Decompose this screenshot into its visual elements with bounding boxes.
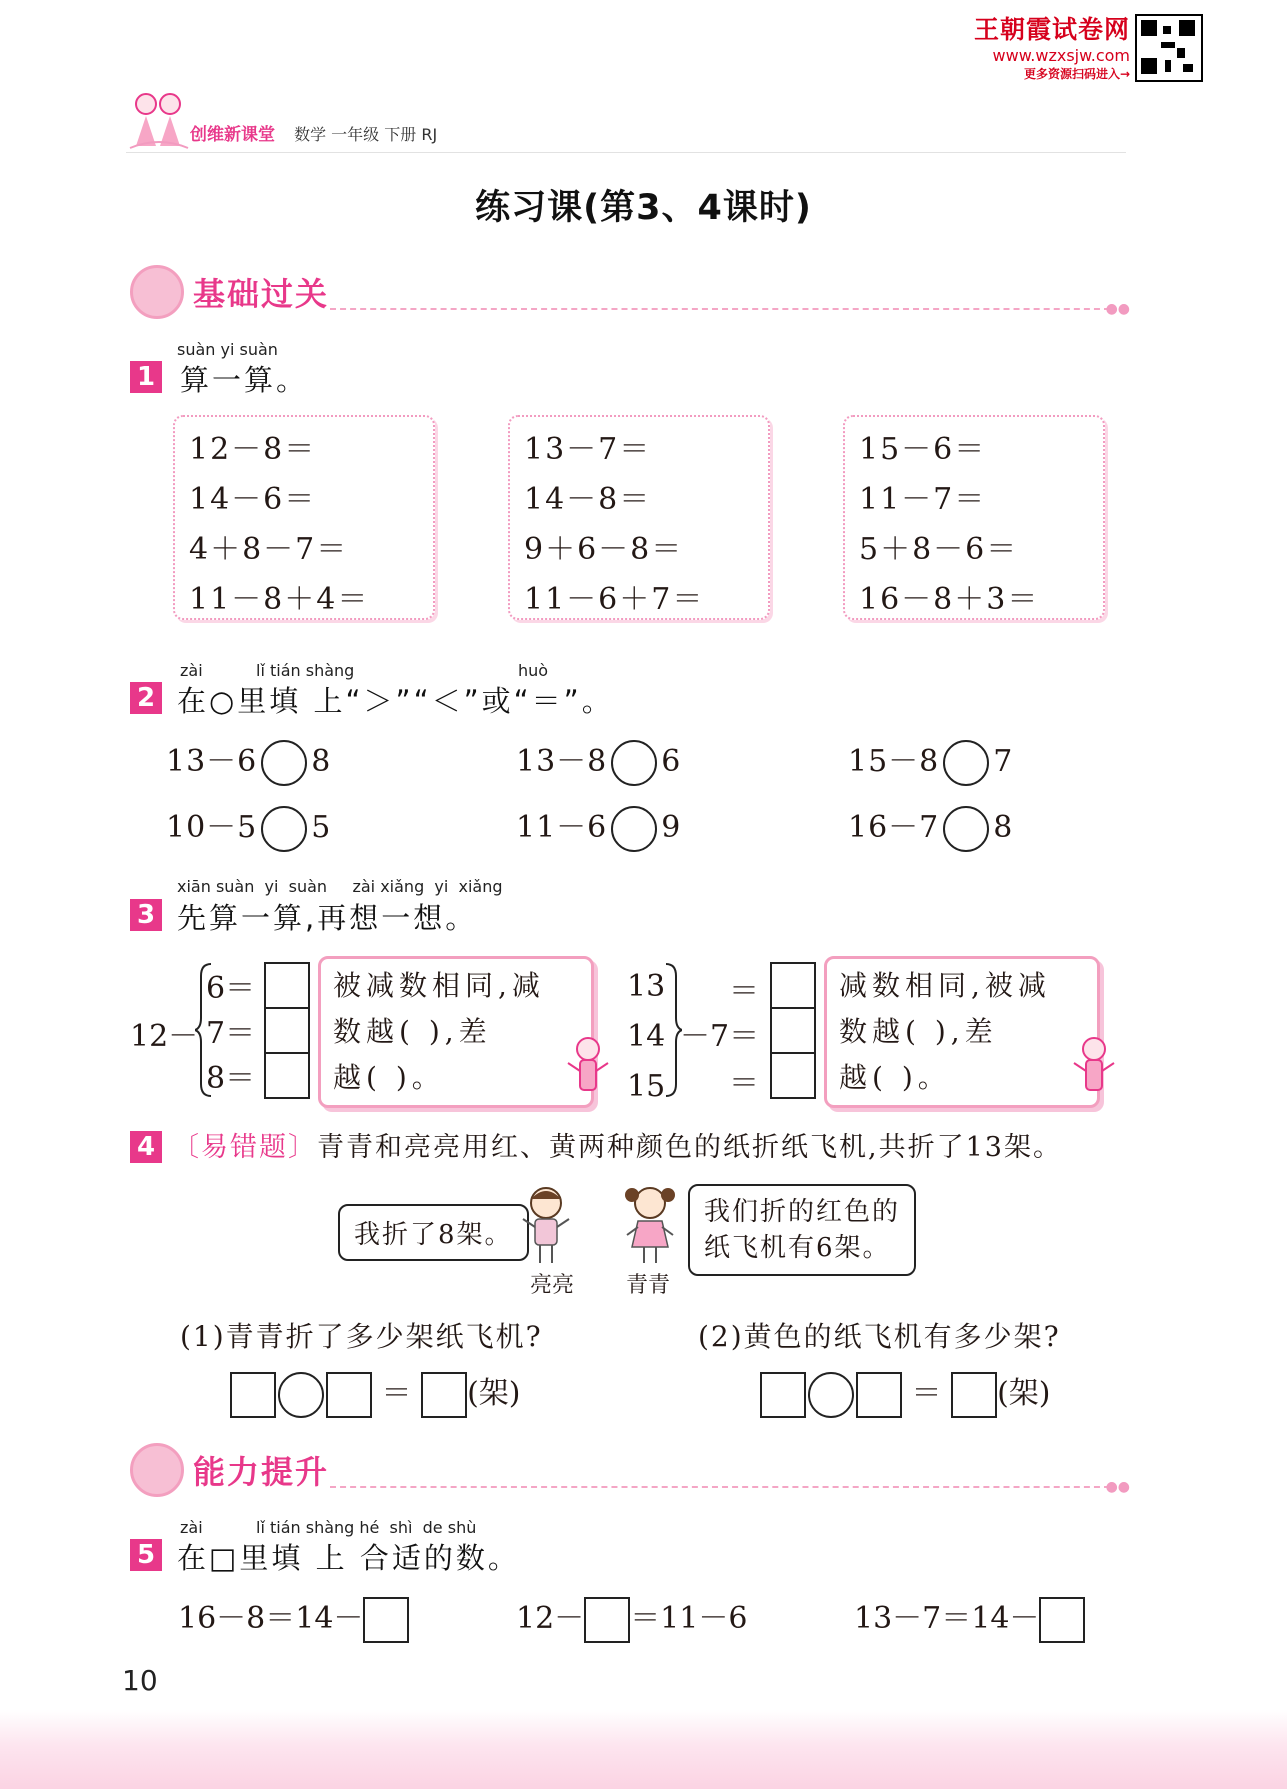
operator-circle-input[interactable] [808,1372,854,1418]
section-mascot-icon [130,1443,184,1497]
q2-text-d: “＝”。 [513,684,614,718]
page-number: 10 [122,1664,158,1697]
name-liangliang: 亮亮 [530,1273,575,1298]
answer-box[interactable] [421,1372,467,1418]
dots-icon: ●● [1105,301,1130,317]
q3-pinyin: xiān suàn yi suàn zài xiǎng yi xiǎng [177,877,503,896]
compare-left: 10－5 [166,810,258,845]
answer-box[interactable] [264,1054,310,1099]
compare-item [848,736,1013,786]
answer-box[interactable] [856,1372,902,1418]
answer-box[interactable] [264,1009,310,1054]
answer-box[interactable] [1039,1597,1085,1643]
calc-item[interactable]: 11－8＋4＝ [189,582,370,617]
q1-pinyin: suàn yi suàn [177,340,278,359]
answer-box[interactable] [951,1372,997,1418]
q4-text-line [172,1125,1062,1164]
dots-icon: ●● [1105,1479,1130,1495]
footer-decoration [0,1710,1287,1789]
compare-item [166,802,331,852]
compare-right: 7 [993,744,1014,779]
compare-circle-input[interactable] [261,806,307,852]
calc-item[interactable]: 5＋8－6＝ [859,532,1019,567]
right-hint-box [824,956,1100,1108]
hint-line: 数越( ),差 [333,1015,492,1048]
q4-equation-2 [760,1368,1051,1418]
unit-label: (架) [997,1376,1051,1411]
answer-box[interactable] [363,1597,409,1643]
left-answer-column [264,962,308,1099]
q2-pinyin-li: lǐ tián shàng [256,661,355,680]
lesson-title: 练习课(第3、4课时) [475,188,812,228]
header-divider [126,152,1126,153]
equation-text: ＝11－6 [630,1601,748,1636]
calc-item[interactable]: 4＋8－7＝ [189,532,349,567]
brand-block [960,10,1130,82]
section-advanced-title: 能力提升 [193,1453,330,1491]
equation-text: 16－8＝14－ [178,1601,364,1636]
compare-left: 11－6 [516,810,608,845]
qingqing-bubble [688,1184,916,1276]
section-mascot-icon [130,265,184,319]
operator-circle-input[interactable] [278,1372,324,1418]
answer-box[interactable] [584,1597,630,1643]
q3-left-subtrahends [206,966,255,1101]
section-rule [330,1486,1110,1488]
qingqing-bubble-line: 我们折的红色的 [704,1197,901,1227]
calc-item[interactable]: 12－8＝ [189,432,317,467]
q3-right-minuends [627,962,665,1112]
series-name: 创维新课堂 [190,125,275,145]
compare-right: 8 [311,744,332,779]
hint-line: 越( )。 [333,1061,445,1094]
compare-left: 13－8 [516,744,608,779]
calc-item[interactable]: 11－6＋7＝ [524,582,705,617]
calc-item[interactable]: 14－6＝ [189,482,317,517]
section-basic-title: 基础过关 [193,275,330,313]
right-minuend: 15 [627,1069,666,1104]
unit-label: (架) [467,1376,521,1411]
calc-item[interactable]: 14－8＝ [524,482,652,517]
qr-code-icon[interactable] [1135,14,1203,82]
q4-sub1: (1)青青折了多少架纸飞机? [180,1320,543,1353]
q5-pinyin-rest: lǐ tián shàng hé shì de shù [256,1518,477,1537]
answer-box[interactable] [770,1054,816,1099]
compare-item [516,802,681,852]
error-prone-tag: 〔易错题〕 [172,1132,317,1163]
q1-text: 算一算。 [180,363,309,397]
answer-box[interactable] [770,1009,816,1054]
q2-pinyin-huo: huò [518,661,549,680]
q4-text: 青青和亮亮用红、黄两种颜色的纸折纸飞机,共折了13架。 [317,1132,1062,1163]
compare-left: 16－7 [848,810,940,845]
compare-circle-input[interactable] [943,806,989,852]
left-subtrahend: 8＝ [206,1061,256,1096]
pencil-mascot-icon [566,1035,610,1099]
subject-info: 数学 一年级 下册 RJ [294,125,438,144]
q5-equation-2 [516,1593,747,1643]
hint-line: 越( )。 [839,1061,951,1094]
equation-text: 12－ [516,1601,585,1636]
q3-left-minuend: 12－ [130,1019,199,1054]
calc-item[interactable]: 9＋6－8＝ [524,532,684,567]
q4-equation-1 [230,1368,521,1418]
calc-box-2 [508,415,770,620]
series-row [190,120,437,145]
q2-number: 2 [130,682,162,714]
q5-pinyin-zai: zài [180,1518,203,1537]
hint-line: 减数相同,被减 [839,969,1051,1002]
section-advanced [130,1443,1130,1503]
q5-number: 5 [130,1539,162,1571]
kids-mascot-icon [126,86,192,152]
compare-circle-input[interactable] [943,740,989,786]
brand-name: 王朝霞试卷网 [973,15,1130,44]
q5-text: 在□里填 上 合适的数。 [177,1541,520,1575]
right-answer-column [770,962,814,1099]
name-qingqing: 青青 [626,1273,671,1298]
compare-right: 6 [661,744,682,779]
boy-figure-icon [520,1183,572,1265]
q4-sub2: (2)黄色的纸飞机有多少架? [698,1320,1061,1353]
q3-right-op: －7＝ [680,1019,760,1054]
answer-box[interactable] [326,1372,372,1418]
q2-text-a: 在○里填 上 [177,684,346,718]
section-rule [330,308,1110,310]
q5-equation-1 [178,1593,409,1643]
equals-sign: ＝ [381,1376,412,1411]
q2-text [177,679,614,720]
left-subtrahend: 6＝ [206,971,256,1006]
q1-number: 1 [130,361,162,393]
left-hint-box [318,956,594,1108]
answer-box[interactable] [264,962,310,1009]
compare-item [166,736,331,786]
compare-circle-input[interactable] [611,740,657,786]
calc-item[interactable]: 11－7＝ [859,482,987,517]
compare-left: 15－8 [848,744,940,779]
compare-item [848,802,1013,852]
answer-box[interactable] [770,962,816,1009]
equation-text: 13－7＝14－ [854,1601,1040,1636]
q3-right-eq: ＝ [729,1066,759,1101]
calc-item[interactable]: 16－8＋3＝ [859,582,1040,617]
hint-line: 被减数相同,减 [333,969,545,1002]
q2-text-b: “＞”“＜” [345,684,482,718]
q4-number: 4 [130,1131,162,1163]
compare-item [516,736,681,786]
compare-circle-input[interactable] [611,806,657,852]
q2-pinyin-zai: zài [180,661,203,680]
brand-url[interactable]: www.wzxsjw.com [992,46,1130,65]
calc-box-1 [173,415,435,620]
calc-item[interactable]: 15－6＝ [859,432,987,467]
answer-box[interactable] [760,1372,806,1418]
q2-text-c: 或 [481,684,514,718]
brand-tip: 更多资源扫码进入→ [1023,67,1130,81]
pencil-mascot-icon [1072,1035,1116,1099]
equals-sign: ＝ [911,1376,942,1411]
calc-item[interactable]: 13－7＝ [524,432,652,467]
left-subtrahend: 7＝ [206,1016,256,1051]
girl-figure-icon [624,1183,676,1265]
q3-right-eq: ＝ [729,974,759,1009]
compare-right: 5 [311,810,332,845]
section-basic [130,265,1130,325]
q5-equation-3 [854,1593,1085,1643]
liangliang-bubble: 我折了8架。 [338,1204,529,1261]
compare-right: 8 [993,810,1014,845]
q3-text: 先算一算,再想一想。 [177,901,478,935]
qingqing-bubble-line: 纸飞机有6架。 [704,1233,891,1263]
hint-line: 数越( ),差 [839,1015,998,1048]
answer-box[interactable] [230,1372,276,1418]
calc-box-3 [843,415,1105,620]
compare-right: 9 [661,810,682,845]
compare-left: 13－6 [166,744,258,779]
compare-circle-input[interactable] [261,740,307,786]
right-minuend: 14 [627,1019,666,1054]
q3-number: 3 [130,899,162,931]
right-minuend: 13 [627,969,666,1004]
